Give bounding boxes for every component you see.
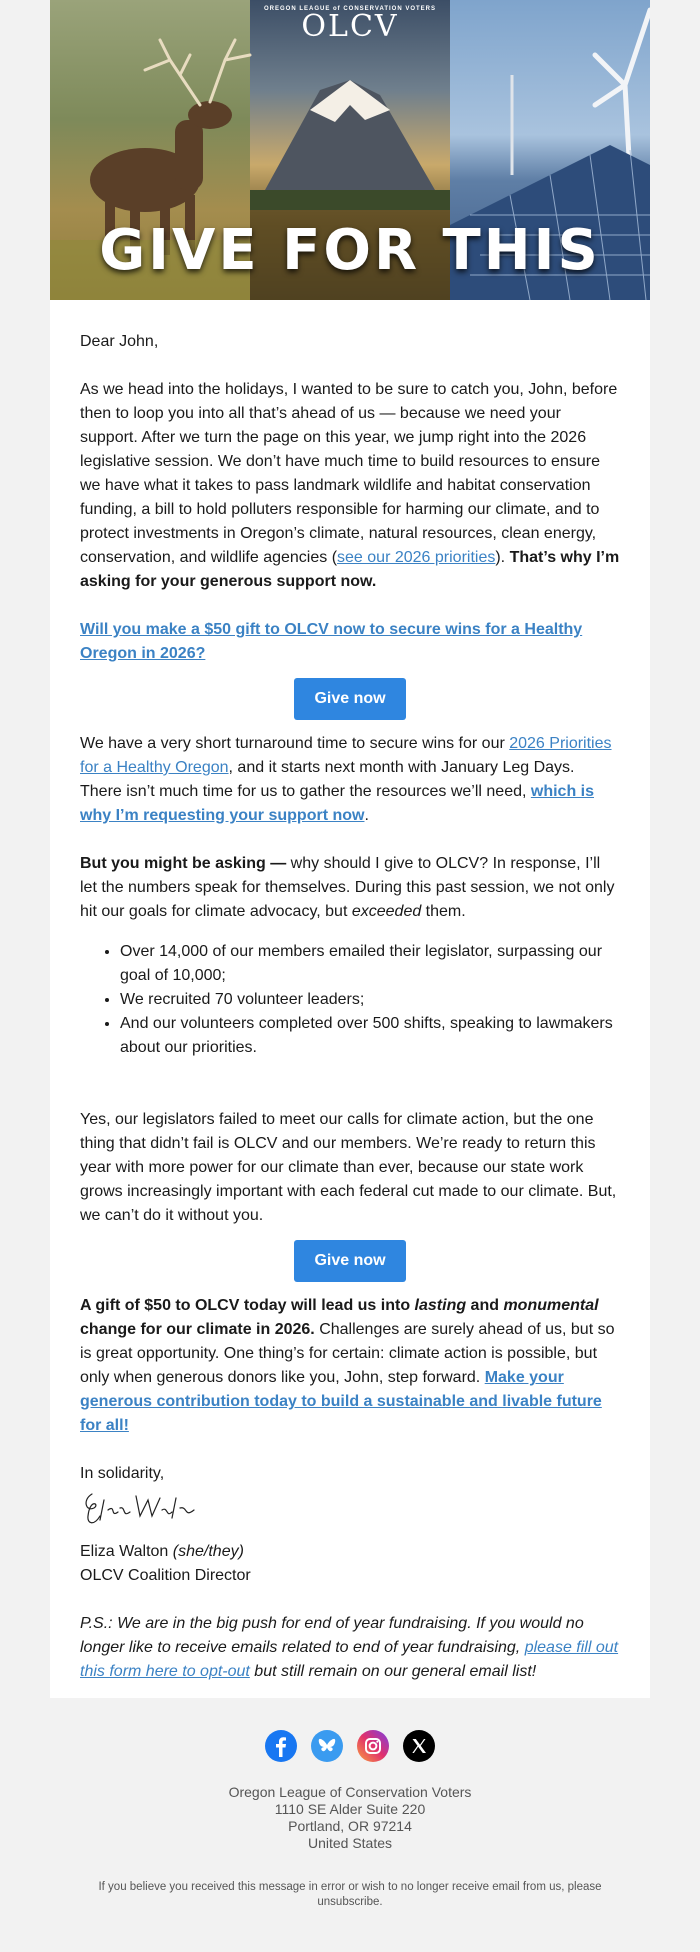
intro-text: As we head into the holidays, I wanted to be sure to catch you, John, before then to loop you into all that’s ahead of us — because we need your support. After we turn the page on this year, we jump right into the 2026 legislative session. We don’t have much time to build resources to ensure we have what it takes to pass landmark wildlife and habitat conservation funding, a bill to hold polluters responsible for harming our climate, and to protect investments in Oregon’s climate, natural resources, clean energy, conservation, and wildlife agencies ( — [80, 381, 618, 566]
footer-address-line2: Portland, OR 97214 — [288, 1818, 412, 1834]
give-now-button-2[interactable]: Give now — [294, 1240, 406, 1282]
ps-end: but still remain on our general email list! — [249, 1663, 537, 1680]
hero-title: GIVE FOR THIS — [99, 218, 601, 283]
facebook-icon[interactable] — [265, 1730, 297, 1762]
gift-text: Challenges are surely ahead of us, but so is great opportunity. One thing’s for certain: climate action is possible, but only when generous donors like you, John, step forward. — [80, 1321, 615, 1386]
opt-out-link[interactable]: please fill out this form here to opt-out — [80, 1639, 619, 1680]
email-card — [50, 0, 650, 1698]
footer — [0, 1730, 700, 1910]
list-item: • Over 14,000 of our members emailed their legislator, surpassing our goal of 10,000; — [120, 940, 620, 988]
closing: In solidarity, — [80, 1465, 165, 1482]
priorities-link[interactable]: see our 2026 priorities — [337, 549, 496, 566]
ask-paragraph — [80, 618, 620, 666]
paragraph-intro — [80, 378, 620, 594]
x-icon[interactable] — [403, 1730, 435, 1762]
request-support-link[interactable]: which is why I’m requesting your support now — [80, 783, 594, 824]
hero-banner — [50, 0, 650, 300]
contribution-link[interactable]: Make your generous contribution today to build a sustainable and livable future for all! — [80, 1369, 602, 1434]
email-body — [50, 300, 650, 1684]
numbers-italic: exceeded — [351, 903, 422, 920]
list-item: • We recruited 70 volunteer leaders; — [120, 988, 620, 1012]
olcv-logo — [50, 6, 650, 42]
list-item: • And our volunteers completed over 500 shifts, speaking to lawmakers about our priorities. — [120, 1012, 620, 1060]
turnaround-end: . — [364, 807, 369, 824]
ps-paragraph — [80, 1612, 620, 1684]
logo-org-big: OLCV — [301, 9, 399, 44]
turnaround-text: We have a very short turnaround time to secure wins for our — [80, 735, 510, 752]
results-list — [80, 940, 620, 1060]
numbers-bold: But you might be asking — — [80, 855, 287, 872]
give-now-button-1[interactable]: Give now — [294, 678, 406, 720]
intro-after: ). — [495, 549, 506, 566]
footer-country: United States — [307, 1835, 393, 1851]
paragraph-numbers — [80, 852, 620, 924]
gift-bold-c: change for our climate in 2026. — [80, 1321, 315, 1338]
gift-lasting: lasting — [414, 1297, 467, 1314]
paragraph-gift — [80, 1294, 620, 1438]
logo-org-small: OREGON LEAGUE of CONSERVATION VOTERS — [263, 6, 436, 12]
signature-image — [80, 1486, 200, 1530]
signer-pronouns: (she/they) — [172, 1543, 244, 1560]
give-now-wrap-1 — [80, 678, 620, 720]
paragraph-turnaround — [80, 732, 620, 828]
greeting: Dear John, — [80, 333, 159, 350]
signer-name: Eliza Walton — [80, 1543, 169, 1560]
footer-org-name: Oregon League of Conservation Voters — [228, 1784, 472, 1800]
bluesky-icon[interactable] — [311, 1730, 343, 1762]
ask-gift-link[interactable]: Will you make a $50 gift to OLCV now to secure wins for a Healthy Oregon in 2026? — [80, 621, 583, 662]
footer-address-line1: 1110 SE Alder Suite 220 — [274, 1801, 426, 1817]
turnaround-mid: , and it starts next month with January Leg Days. There isn’t much time for us to gather the resources we’ll need, — [80, 759, 575, 800]
paragraph-legislators: Yes, our legislators failed to meet our calls for climate action, but the one thing that didn’t fail is OLCV and our members. We’re ready to return this year with more power for our climate than ever, because our state work grows increasingly important with each federal cut made to our climate. But, we can’t do it without you. — [80, 1111, 617, 1224]
gift-monumental: monumental — [503, 1297, 599, 1314]
signer-title: OLCV Coalition Director — [80, 1567, 251, 1584]
footer-disclaimer: If you believe you received this message in error or wish to no longer receive email from us, please unsubscribe. — [98, 1881, 602, 1908]
priorities-healthy-oregon-link[interactable]: 2026 Priorities for a Healthy Oregon — [80, 735, 612, 776]
instagram-icon[interactable] — [357, 1730, 389, 1762]
give-now-wrap-2 — [80, 1240, 620, 1282]
intro-bold: That’s why I’m asking for your generous support now. — [80, 549, 620, 590]
gift-bold-b: and — [466, 1297, 504, 1314]
gift-bold-a: A gift of $50 to OLCV today will lead us into — [80, 1297, 415, 1314]
numbers-text: why should I give to OLCV? In response, I’ll let the numbers speak for themselves. During this past session, we not only hit our goals for climate advocacy, but — [80, 855, 615, 920]
signer-block — [80, 1540, 620, 1588]
social-links — [0, 1730, 700, 1762]
ps-text: P.S.: We are in the big push for end of year fundraising. If you would no longer like to receive emails related to end of year fundraising, — [80, 1615, 584, 1656]
numbers-end: them. — [421, 903, 466, 920]
